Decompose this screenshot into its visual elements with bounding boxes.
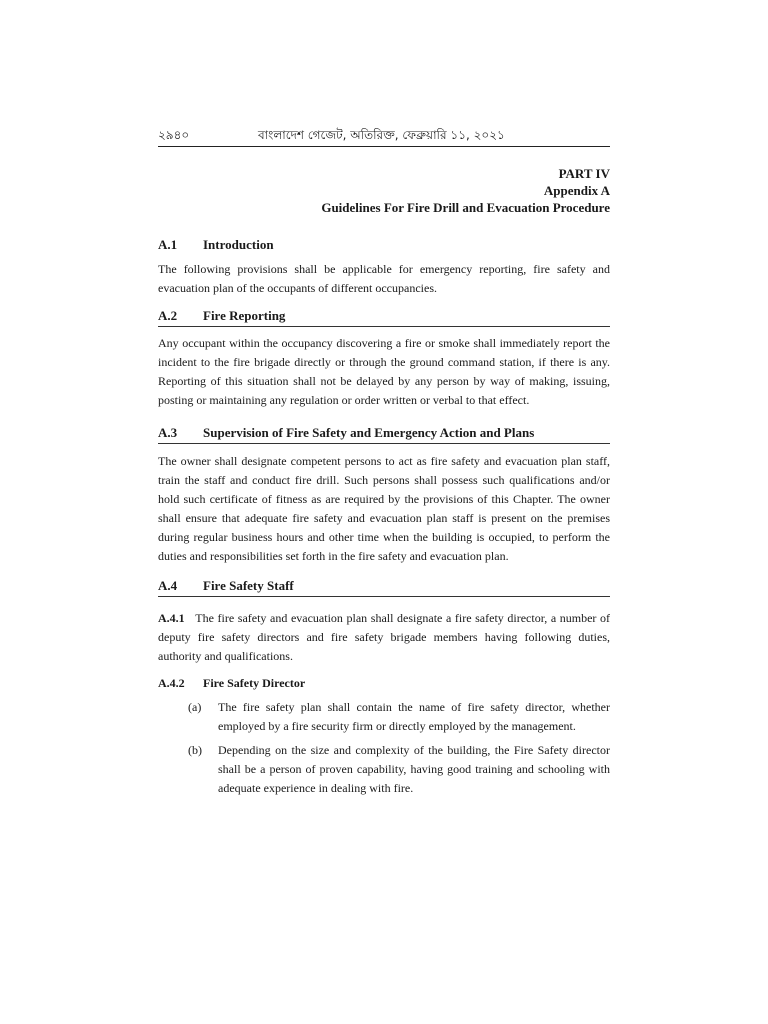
section-number: A.1 [158,237,178,252]
subsection-number: A.4.2 [158,676,185,690]
subsection-a41 [158,609,610,666]
subsection-number: A.4.1 [158,611,185,625]
section-body-a1: The following provisions shall be applicable for emergency reporting, fire safety and evacuation plan of the occupants of different occupancies. [158,262,610,295]
guidelines-title: Guidelines For Fire Drill and Evacuation Procedure [321,200,610,215]
section-body-a3: The owner shall designate competent persons to act as fire safety and evacuation plan staff, train the staff and conduct fire drill. Such persons shall possess such qualifications and/or hold such certificate of fitness as are required by the provisions of this Chapter. The owner shall ensure that adequate fire safety and evacuation plan staff is present on the premises during regular business hours and other time when the building is occupied, to perform the duties and responsibilities set forth in the fire safety and evacuation plan. [158,454,610,563]
part-title: PART IV [558,166,610,181]
section-number: A.4 [158,578,178,593]
list-item-text: Depending on the size and complexity of the building, the Fire Safety director shall be a person of proven capability, having good training and schooling with adequate experience in dealing with fire. [218,743,610,795]
section-body-a2: Any occupant within the occupancy discovering a fire or smoke shall immediately report the incident to the fire brigade directly or through the ground command station, if there is any. Reporting of this situation shall not be delayed by any person by way of making, issuing, posting or maintaining any regulation or order written or verbal to that effect. [158,336,610,407]
appendix-title: Appendix A [543,183,610,198]
section-heading-a3 [158,424,610,444]
subsection-text: The fire safety and evacuation plan shall designate a fire safety director, a number of deputy fire safety directors and fire safety brigade members having following duties, authority and qualifications. [158,611,610,663]
section-heading-a2 [158,307,610,327]
section-heading-a4 [158,577,610,597]
section-title: Supervision of Fire Safety and Emergency Action and Plans [203,425,535,440]
section-number: A.3 [158,425,178,440]
section-title: Fire Reporting [203,308,286,323]
list-item-label: (a) [188,700,202,714]
section-title: Fire Safety Staff [203,578,294,593]
section-number: A.2 [158,308,178,323]
list-item-text: The fire safety plan shall contain the name of fire safety director, whether employed by a fire security firm or directly employed by the management. [218,700,610,733]
subsection-heading-a42 [158,676,306,691]
section-heading-a1 [158,236,610,255]
section-title: Introduction [203,237,274,252]
document-title-block [158,165,610,216]
list-item-label: (b) [188,743,202,757]
subsection-title: Fire Safety Director [203,676,306,690]
gazette-line: বাংলাদেশ গেজেট, অতিরিক্ত, ফেব্রুয়ারি ১১, ২০২১ [258,128,505,142]
page-number: ২৯৪০ [158,128,190,142]
running-header [158,126,610,147]
